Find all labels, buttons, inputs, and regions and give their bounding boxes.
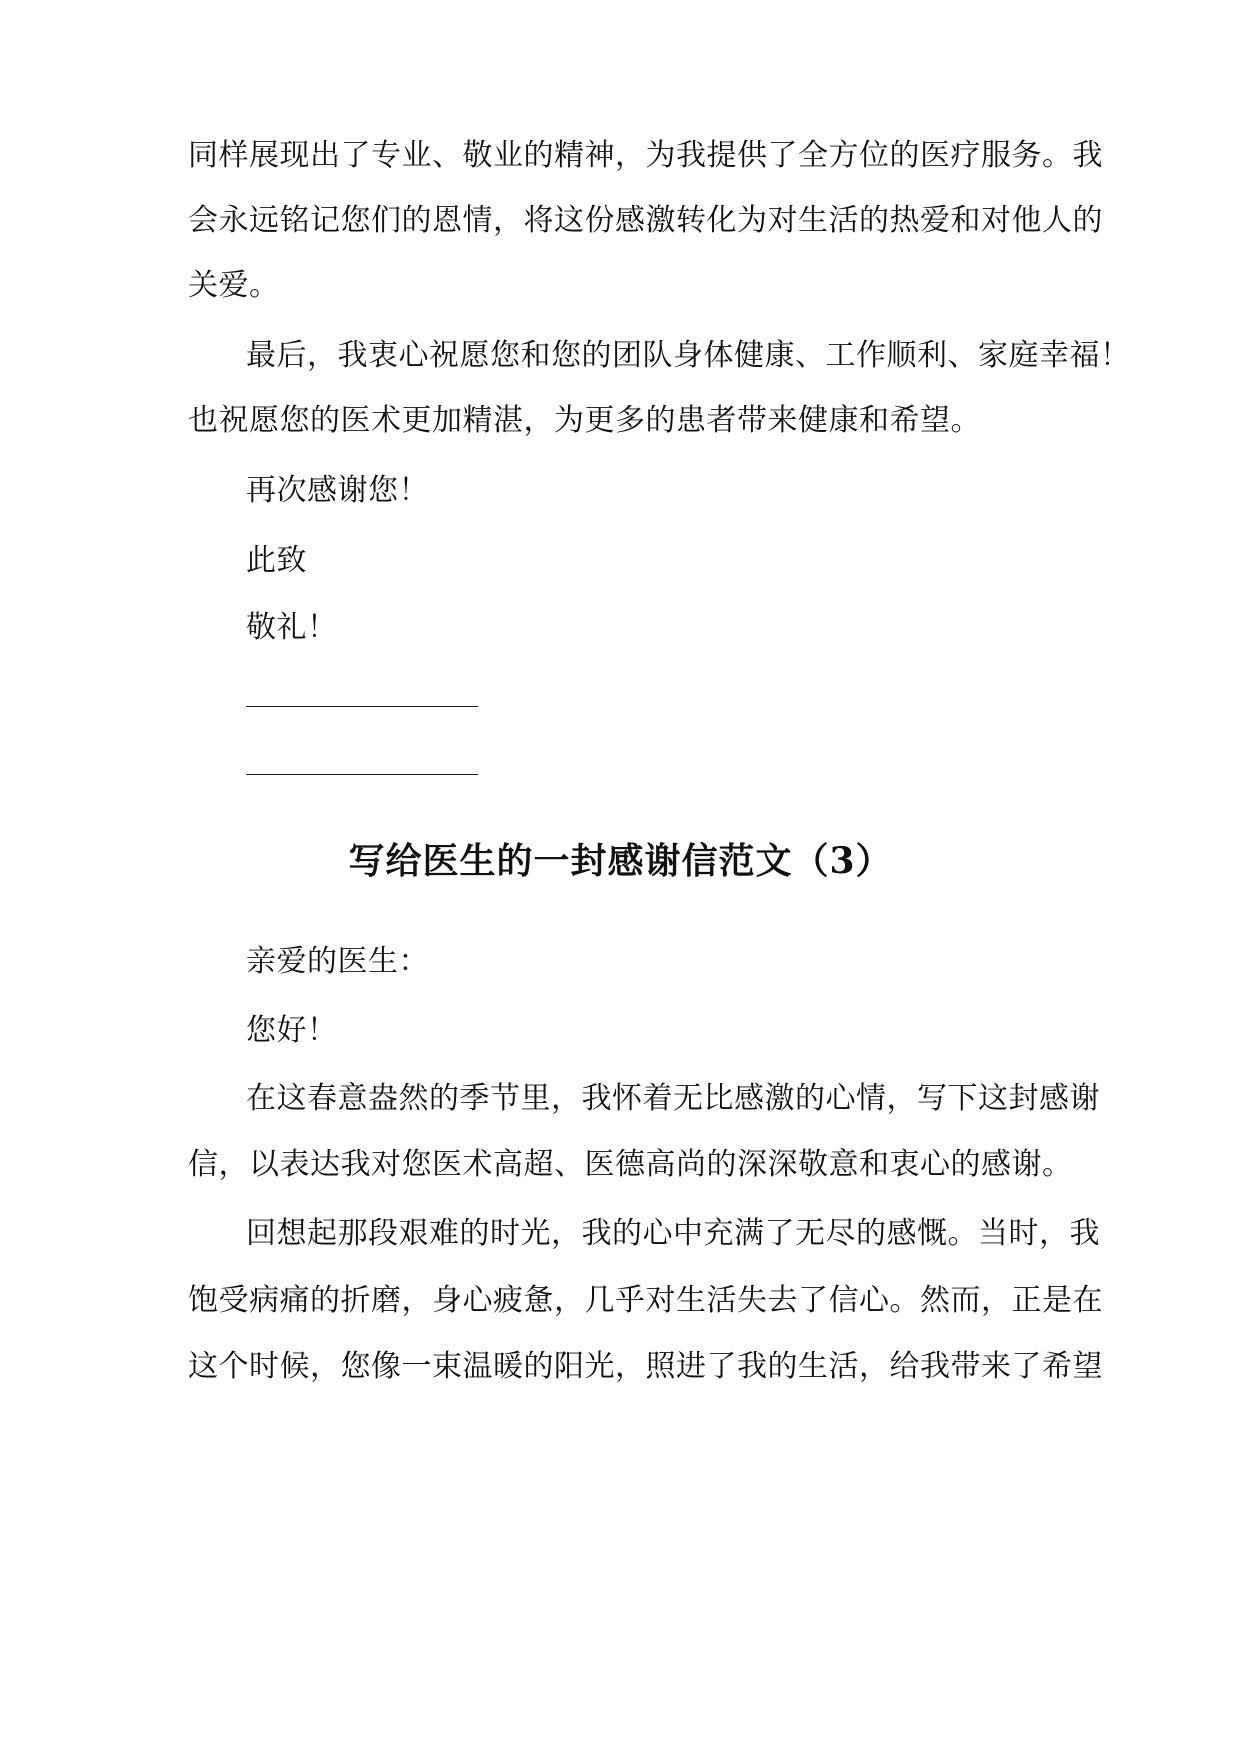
closing-line: 此致 — [246, 543, 307, 578]
thanks-again-line: 再次感谢您！ — [246, 473, 429, 508]
paragraph-line: 这个时候，您像一束温暖的阳光，照进了我的生活，给我带来了希望 — [188, 1349, 1103, 1384]
blessing-line: 最后，我衷心祝愿您和您的团队身体健康、工作顺利、家庭幸福！ — [246, 338, 1131, 373]
paragraph-line: 信，以表达我对您医术高超、医德高尚的深深敬意和衷心的感谢。 — [188, 1147, 1073, 1182]
paragraph-line: 关爱。 — [188, 268, 280, 303]
closing-line: 敬礼！ — [246, 610, 338, 645]
salutation: 亲爱的医生： — [246, 944, 429, 979]
greeting: 您好！ — [246, 1013, 338, 1048]
section-title: 写给医生的一封感谢信范文（3） — [348, 840, 893, 882]
paragraph-line: 饱受病痛的折磨，身心疲惫，几乎对生活失去了信心。然而，正是在 — [188, 1283, 1103, 1318]
blessing-line: 也祝愿您的医术更加精湛，为更多的患者带来健康和希望。 — [188, 403, 981, 438]
paragraph-line: 会永远铭记您们的恩情，将这份感激转化为对生活的热爱和对他人的 — [188, 203, 1103, 238]
signature-line — [246, 706, 478, 707]
paragraph-line: 回想起那段艰难的时光，我的心中充满了无尽的感慨。当时，我 — [246, 1216, 1100, 1251]
paragraph-line: 在这春意盎然的季节里，我怀着无比感激的心情，写下这封感谢 — [246, 1081, 1100, 1116]
paragraph-line: 同样展现出了专业、敬业的精神，为我提供了全方位的医疗服务。我 — [188, 138, 1103, 173]
date-line — [246, 774, 478, 775]
